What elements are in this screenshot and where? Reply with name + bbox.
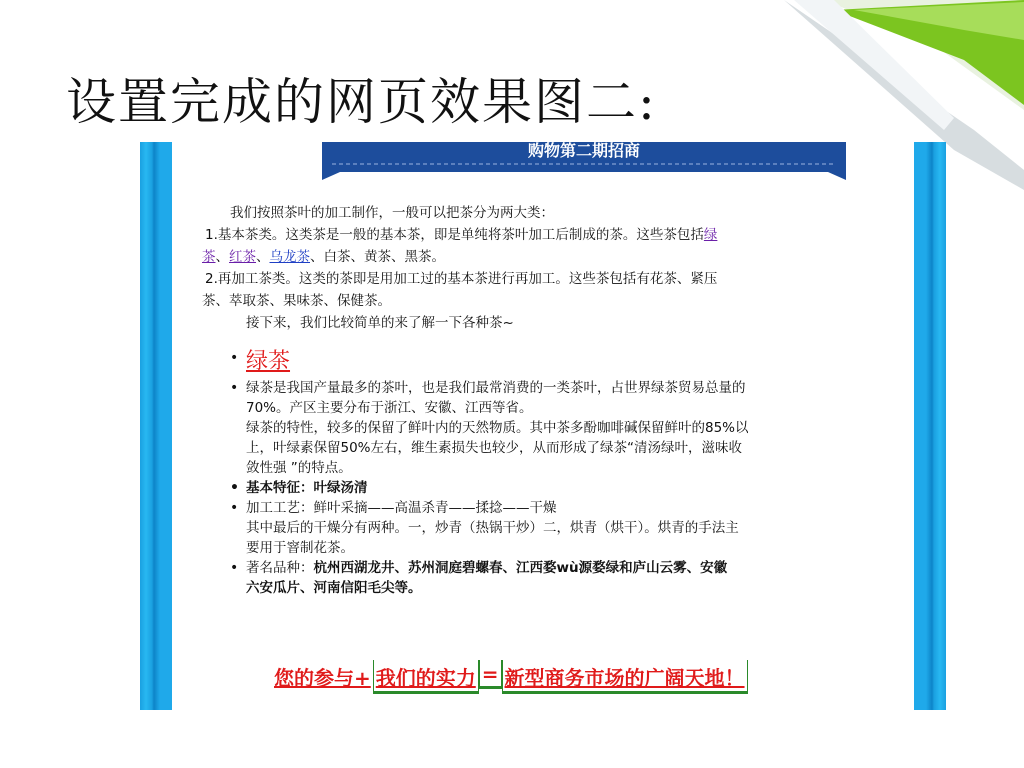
intro-text-span: 1.基本茶类。这类茶是一般的基本茶，即是单纯将茶叶加工后制成的茶。这些茶包括 <box>205 227 704 243</box>
list-item <box>230 348 880 376</box>
paragraph-line: 其中最后的干燥分有两种。一，炒青（热锅干炒）二，烘青（烘干）。烘青的手法主 <box>246 520 739 536</box>
slogan-part: = <box>479 660 502 689</box>
list-item <box>230 478 880 498</box>
slide-title: 设置完成的网页效果图二: <box>66 73 657 131</box>
paragraph-line: 六安瓜片、河南信阳毛尖等。 <box>246 580 422 596</box>
intro-line <box>202 224 892 246</box>
paragraph-line: 70%。产区主要分布于浙江、安徽、江西等省。 <box>246 400 533 416</box>
paragraph-line: • 加工工艺：鲜叶采摘——高温杀青——揉捻——干燥 <box>246 500 557 516</box>
paragraph-line <box>246 558 880 578</box>
link-green-tea[interactable]: 绿 <box>703 227 718 243</box>
link-green-tea-cont[interactable]: 茶 <box>202 249 216 265</box>
slogan-part: 我们的实力 <box>373 660 479 694</box>
webpage-content-area <box>172 142 914 710</box>
intro-text-span: 、白茶、黄茶、黑茶。 <box>310 249 445 265</box>
feature-line: • 基本特征：叶绿汤清 <box>246 480 368 496</box>
list-item <box>230 378 880 478</box>
paragraph-line: 敛性强 ”的特点。 <box>246 460 352 476</box>
separator: 、 <box>215 249 229 265</box>
banner <box>322 142 846 180</box>
footer-slogan <box>272 660 892 694</box>
label: 著名品种： <box>246 560 314 576</box>
paragraph-line: 要用于窨制花茶。 <box>246 540 354 556</box>
intro-line <box>202 246 892 268</box>
paragraph-line: 上，叶绿素保留50%左右，维生素损失也较少，从而形成了绿茶“清汤绿叶，滋味收 <box>246 440 742 456</box>
intro-line: 2.再加工茶类。这类的茶即是用加工过的基本茶进行再加工。这些茶包括有花茶、紧压 <box>205 271 718 287</box>
green-tea-section <box>230 348 880 598</box>
famous-varieties: 杭州西湖龙井、苏州洞庭碧螺春、江西婺wù源婺绿和庐山云雾、安徽 <box>313 560 728 576</box>
link-black-tea[interactable]: 红茶 <box>229 249 256 265</box>
paragraph-line: • 绿茶是我国产量最多的茶叶，也是我们最常消费的一类茶叶，占世界绿茶贸易总量的 <box>246 380 746 396</box>
webpage-screenshot-frame <box>140 142 946 710</box>
banner-title: 购物第二期招商 <box>527 142 640 160</box>
intro-text <box>202 202 892 334</box>
slogan-part: 新型商务市场的广阔天地！ <box>502 660 748 694</box>
intro-line: 茶、萃取茶、果味茶、保健茶。 <box>202 293 391 309</box>
list-item <box>230 498 880 558</box>
intro-line: 接下来，我们比较简单的来了解一下各种茶~ <box>246 315 514 331</box>
intro-line: 我们按照茶叶的加工制作，一般可以把茶分为两大类： <box>230 205 554 221</box>
list-item <box>230 558 880 598</box>
separator: 、 <box>256 249 270 265</box>
link-oolong-tea[interactable]: 乌龙茶 <box>269 249 310 265</box>
section-heading: 绿茶 <box>246 349 291 374</box>
paragraph-line: 绿茶的特性，较多的保留了鲜叶内的天然物质。其中茶多酚咖啡碱保留鲜叶的85%以 <box>246 420 749 436</box>
slogan-part: 您的参与+ <box>274 666 371 690</box>
